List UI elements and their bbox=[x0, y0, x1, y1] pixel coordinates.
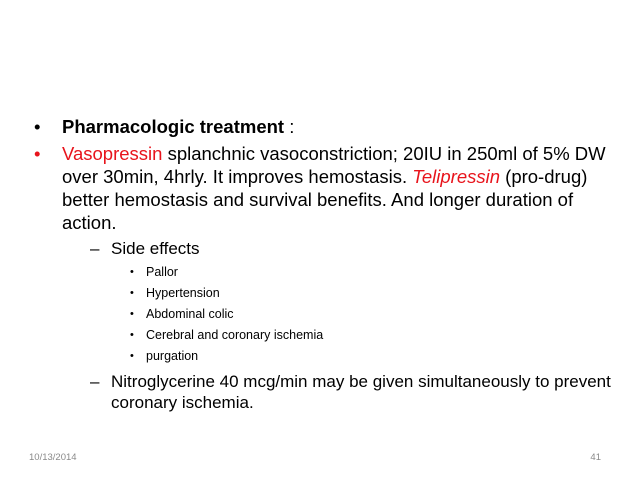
list-item bbox=[62, 262, 624, 283]
bullet-icon: • bbox=[34, 116, 41, 137]
side-effects-item bbox=[62, 238, 624, 259]
drug-vasopressin: Vasopressin bbox=[62, 143, 163, 164]
list-item bbox=[62, 346, 624, 367]
heading-suffix: : bbox=[284, 116, 295, 137]
bullet-icon: • bbox=[130, 287, 134, 299]
nitroglycerine-item bbox=[62, 371, 624, 413]
bullet-pharmacologic-treatment bbox=[34, 115, 624, 138]
side-effects-label: Side effects bbox=[111, 239, 200, 258]
list-item bbox=[62, 325, 624, 346]
bullet-list bbox=[34, 115, 624, 417]
dash-icon: – bbox=[90, 239, 100, 258]
bullet-icon: • bbox=[130, 350, 134, 362]
drug-telipressin: Telipressin bbox=[412, 166, 501, 187]
list-item bbox=[62, 304, 624, 325]
heading-pharmacologic-treatment: Pharmacologic treatment bbox=[62, 116, 285, 137]
dash-icon: – bbox=[90, 372, 100, 391]
telipressin-text: (pro-drug) better hemostasis and survival benefits. And longer duration of action. bbox=[62, 166, 588, 233]
footer-date: 10/13/2014 bbox=[29, 452, 77, 463]
list-item-label: Pallor bbox=[146, 265, 178, 279]
bullet-vasopressin bbox=[34, 142, 624, 413]
list-item bbox=[62, 283, 624, 304]
bullet-icon: • bbox=[130, 329, 134, 341]
side-effects-list bbox=[62, 262, 624, 367]
bullet-icon: • bbox=[34, 143, 41, 164]
list-item-label: Abdominal colic bbox=[146, 307, 234, 321]
page-number: 41 bbox=[590, 452, 601, 463]
list-item-label: Cerebral and coronary ischemia bbox=[146, 328, 324, 342]
vasopressin-text: splanchnic vasoconstriction; 20IU in 250ml of 5% DW over 30min, 4hrly. It improves hemostasis. bbox=[62, 143, 606, 187]
bullet-icon: • bbox=[130, 308, 134, 320]
list-item-label: Hypertension bbox=[146, 286, 220, 300]
bullet-icon: • bbox=[130, 266, 134, 278]
nitroglycerine-text: Nitroglycerine 40 mcg/min may be given simultaneously to prevent coronary ischemia. bbox=[111, 372, 611, 412]
list-item-label: purgation bbox=[146, 349, 199, 363]
